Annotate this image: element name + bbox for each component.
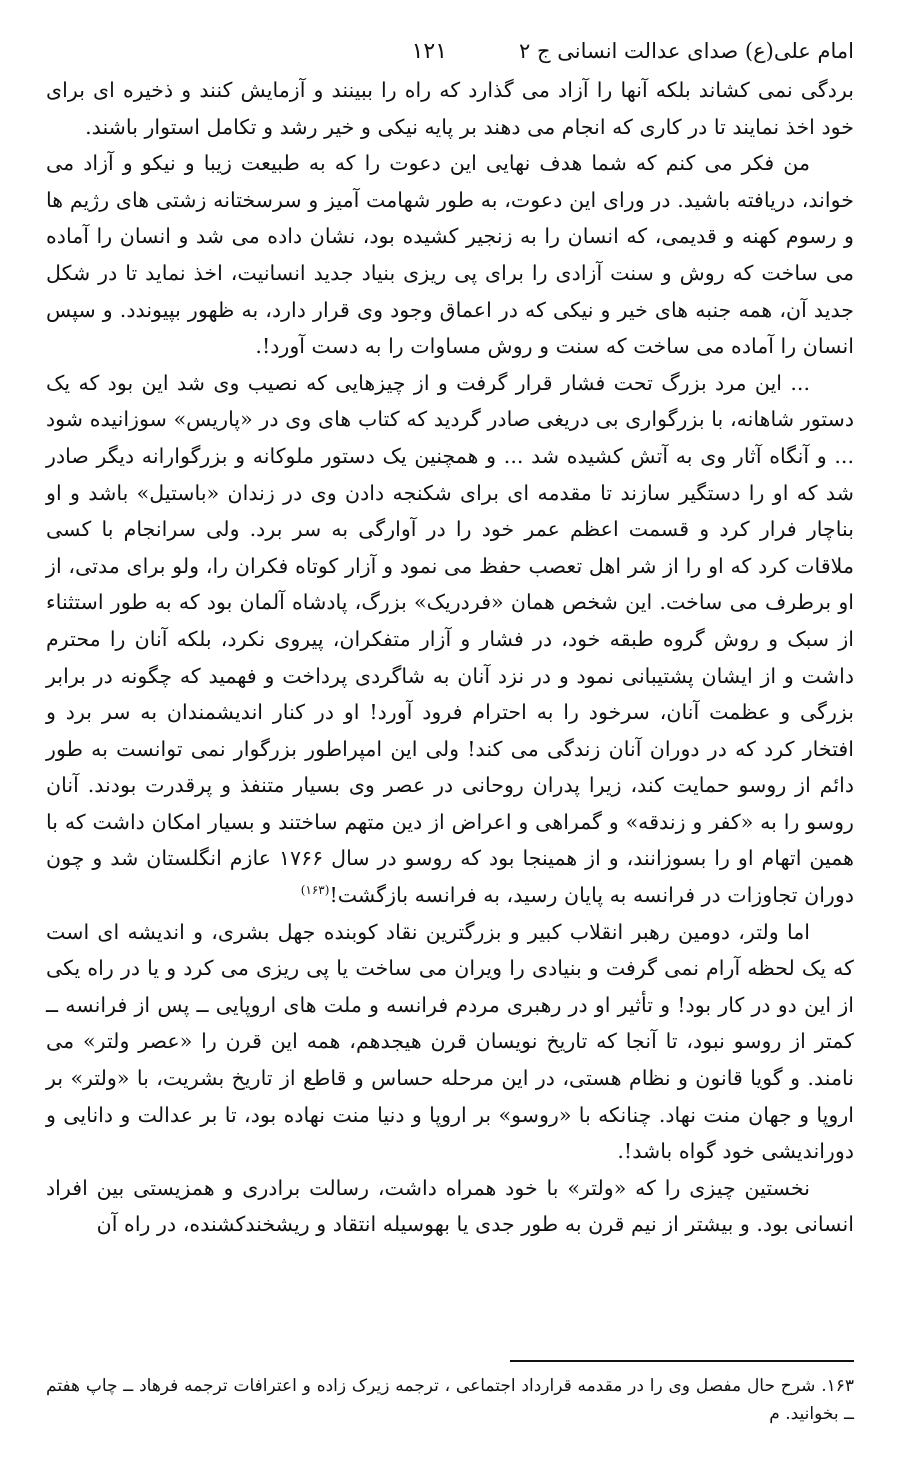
paragraph-4: اما ولتر، دومین رهبر انقلاب کبیر و بزرگترین نقاد کوبنده جهل بشری، و اندیشه ای است که یک لحظه آرام نمی گرفت و بنیادی را ویران می ساخت یا پی ریزی می کرد و یا در راه یکی از این دو در کار بود! و تأثیر او در رهبری مردم فرانسه و ملت های اروپایی ــ پس از فرانسه ــ کمتر از روسو نبود، تا آنجا که تاریخ نویسان قرن هیجدهم، همه این قرن را «عصر ولتر» می نامند. و گویا قانون و نظام هستی، در این مرحله حساس و قاطع از تاریخ بشریت، با «ولتر» بر اروپا و جهان منت نهاد. چنانکه با «روسو» بر اروپا و دنیا منت نهاده بود، تا بر عدالت و دانایی و دوراندیشی خود گواه باشد!. — [46, 919, 854, 1164]
footnote-reference: (۱۶۳) — [300, 883, 330, 898]
paragraph-5: نخستین چیزی را که «ولتر» با خود همراه داشت، رسالت برادری و همزیستی بین افراد انسانی بود. و بیشتر از نیم قرن به طور جدی یا بهوسیله انتقاد و ریشخندکشنده، در راه آن — [46, 1175, 854, 1237]
running-title: امام علی(ع) صدای عدالت انسانی ج ۲ — [519, 39, 854, 63]
paragraph-3 — [46, 365, 854, 914]
body-text — [46, 72, 854, 1243]
footnote — [46, 1372, 854, 1428]
footnote-divider — [510, 1360, 854, 1362]
paragraph-2: من فکر می کنم که شما هدف نهایی این دعوت را که به طبیعت زیبا و نیکو و آزاد می خواند، دریافته باشید. در ورای این دعوت، به طور شهامت آمیز و سرسختانه زشتی های رژیم ها و رسوم کهنه و قدیمی، که انسان را به زنجیر کشیده بود، نشان داده می شد و انسان را آماده می ساخت که روش و سنت آزادی را برای پی ریزی بنیاد جدید انسانیت، اخذ نماید تا در شکل جدید آن، همه جنبه های خیر و نیکی که در اعماق وجود وی قرار دارد، به ظهور بپیوندد. و سپس انسان را آماده می ساخت که سنت و روش مساوات را به دست آورد!. — [46, 151, 854, 359]
paragraph-1: بردگی نمی کشاند بلکه آنها را آزاد می گذارد که راه را ببینند و آزمایش کنند و ذخیره ای برای خود اخذ نمایند تا در کاری که انجام می دهند بر پایه نیکی و خیر رشد و تکامل استوار باشند. — [46, 78, 854, 139]
paragraph-3-text: ... این مرد بزرگ تحت فشار قرار گرفت و از چیزهایی که نصیب وی شد این بود که یک دستور شاهانه، با بزرگواری بی دریغی صادر گردید که کتاب های وی در «پاریس» سوزانیده شود ... و آنگاه آثار وی به آتش کشیده شد ... و همچنین یک دستور ملوکانه و بزرگوارانه دیگر صادر شد که او را دستگیر سازند تا مقدمه ای برای شکنجه دادن وی در زندان «باستیل» باشد و او بناچار فرار کرد و قسمت اعظم عمر خود را در آوارگی به سر برد. ولی سرانجام با کسی ملاقات کرد که او را از شر اهل تعصب حفظ می نمود و آزار کوتاه فکران را، ولو برای مدتی، از او برطرف می ساخت. این شخص همان «فردریک» بزرگ، پادشاه آلمان بود که به طور استثناء از سبک و روش گروه طبقه خود، در فشار و آزار متفکران، پیروی نکرد، بلکه آنان را محترم داشت و از ایشان پشتیبانی نمود و در نزد آنان به شاگردی پرداخت و فهمید که چگونه در برابر بزرگی و عظمت آنان، سرخود را به احترام فرود آورد! او در کنار اندیشمندان به سر برد و افتخار کرد که در دوران آنان زندگی می کند! ولی این امپراطور بزرگوار نمی توانست به طور دائم از روسو حمایت کند، زیرا پدران روحانی در عصر وی بسیار متنفذ و پرقدرت بودند. آنان روسو را به «کفر و زندقه» و گمراهی و اعراض از دین متهم ساختند و بسیار امکان داشت که با همین اتهام او را بسوزانند، و از همینجا بود که روسو در سال ۱۷۶۶ عازم انگلستان شد و چون دوران تجاوزات در فرانسه به پایان رسید، به فرانسه بازگشت! — [46, 370, 854, 908]
page-number: ۱۲۱ — [411, 38, 448, 64]
footnote-text: ۱۶۳. شرح حال مفصل وی را در مقدمه قرارداد اجتماعی ، ترجمه زیرک زاده و اعترافات ترجمه فرهاد ــ چاپ هفتم ــ بخوانید. م — [46, 1376, 854, 1424]
page-header — [46, 30, 854, 72]
